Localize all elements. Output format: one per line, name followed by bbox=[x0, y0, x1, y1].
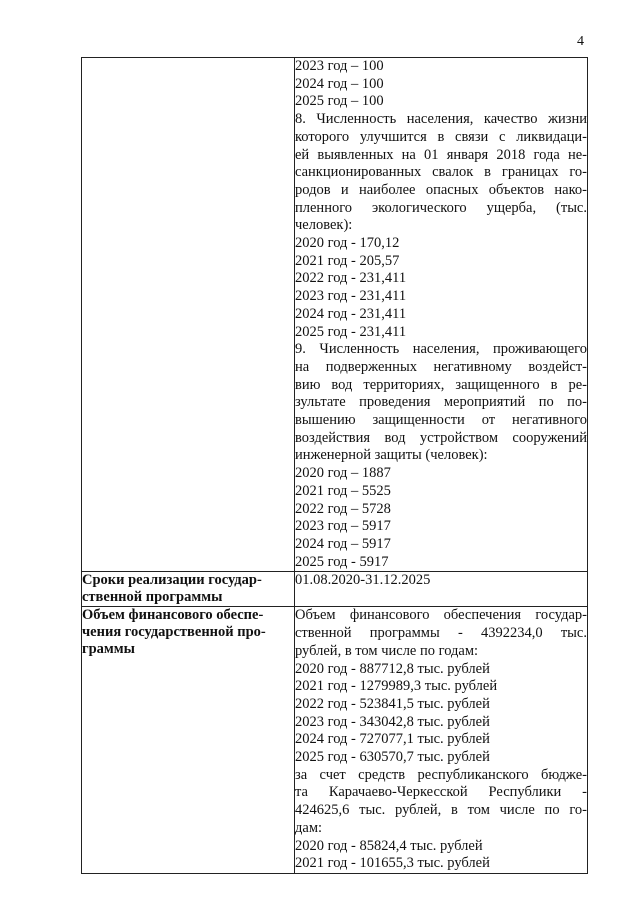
content-line: родов и наиболее опасных объектов нако- bbox=[295, 181, 587, 198]
content-line: ственной программы - 4392234,0 тыс. bbox=[295, 625, 587, 642]
content-line: 2024 год – 5917 bbox=[295, 535, 391, 552]
content-line: дам: bbox=[295, 819, 323, 836]
label-line: ственной программы bbox=[82, 589, 223, 606]
content-line: за счет средств республиканского бюдже- bbox=[295, 766, 587, 783]
row-label-cell bbox=[82, 607, 295, 874]
content-line: 8. Численность населения, качество жизни bbox=[295, 111, 587, 128]
content-line: 2023 год - 343042,8 тыс. рублей bbox=[295, 713, 490, 730]
page-number: 4 bbox=[577, 34, 584, 49]
table-row bbox=[82, 58, 588, 572]
content-line: 2021 год - 101655,3 тыс. рублей bbox=[295, 855, 490, 872]
content-line: человек): bbox=[295, 217, 353, 234]
content-line: 2022 год - 523841,5 тыс. рублей bbox=[295, 695, 490, 712]
content-line: 2020 год - 887712,8 тыс. рублей bbox=[295, 660, 490, 677]
content-line: 2024 год – 100 bbox=[295, 75, 384, 92]
content-line: 2025 год – 100 bbox=[295, 93, 384, 110]
table-row bbox=[82, 607, 588, 874]
row-content-cell bbox=[295, 607, 588, 874]
label-line: Сроки реализации государ- bbox=[82, 572, 262, 589]
content-line: 2025 год - 630570,7 тыс. рублей bbox=[295, 749, 490, 766]
content-line: 01.08.2020-31.12.2025 bbox=[295, 572, 431, 589]
content-line: 2024 год - 727077,1 тыс. рублей bbox=[295, 731, 490, 748]
content-line: санкционированных свалок в границах го- bbox=[295, 164, 587, 181]
content-line: 2023 год - 231,411 bbox=[295, 288, 407, 305]
content-line: рублей, в том числе по годам: bbox=[295, 642, 479, 659]
content-line: Объем финансового обеспечения государ- bbox=[295, 607, 587, 624]
content-line: вышению защищенности от негативного bbox=[295, 412, 587, 429]
label-line: чения государственной про- bbox=[82, 624, 266, 641]
program-passport-table bbox=[81, 57, 588, 874]
content-line: 2020 год – 1887 bbox=[295, 465, 391, 482]
content-line: 2022 год - 231,411 bbox=[295, 270, 407, 287]
row-content-cell bbox=[295, 58, 588, 572]
content-line: 2020 год - 85824,4 тыс. рублей bbox=[295, 837, 483, 854]
content-line: вию вод территориях, защищенного в ре- bbox=[295, 376, 587, 393]
content-line: на подверженных негативному воздейст- bbox=[295, 358, 587, 375]
content-line: 2021 год – 5525 bbox=[295, 482, 391, 499]
table-body bbox=[82, 58, 588, 874]
content-line: 2025 год - 231,411 bbox=[295, 323, 407, 340]
content-line: 2024 год - 231,411 bbox=[295, 305, 407, 322]
table-row bbox=[82, 572, 588, 607]
content-line: 2023 год – 5917 bbox=[295, 518, 391, 535]
content-line: 9. Численность населения, проживающего bbox=[295, 341, 587, 358]
content-line: 2025 год - 5917 bbox=[295, 553, 389, 570]
content-line: 2023 год – 100 bbox=[295, 58, 384, 74]
content-line: 424625,6 тыс. рублей, в том числе по го- bbox=[295, 802, 587, 819]
label-line: граммы bbox=[82, 641, 135, 658]
content-line: зультате проведения мероприятий по по- bbox=[295, 394, 587, 411]
content-line: 2021 год - 205,57 bbox=[295, 252, 400, 269]
content-line: воздействия вод устройством сооружений bbox=[295, 429, 587, 446]
content-line: та Карачаево-Черкесской Республики - bbox=[295, 784, 587, 801]
row-label-cell bbox=[82, 58, 295, 572]
row-content-cell bbox=[295, 572, 588, 607]
label-line: Объем финансового обеспе- bbox=[82, 607, 264, 624]
content-line: пленного экологического ущерба, (тыс. bbox=[295, 199, 587, 216]
content-line: 2021 год - 1279989,3 тыс. рублей bbox=[295, 678, 498, 695]
content-line: которого улучшится в связи с ликвидаци- bbox=[295, 128, 587, 145]
content-line: инженерной защиты (человек): bbox=[295, 447, 488, 464]
content-line: ей выявленных на 01 января 2018 года не- bbox=[295, 146, 587, 163]
row-label-cell bbox=[82, 572, 295, 607]
content-line: 2020 год - 170,12 bbox=[295, 235, 400, 252]
content-line: 2022 год – 5728 bbox=[295, 500, 391, 517]
